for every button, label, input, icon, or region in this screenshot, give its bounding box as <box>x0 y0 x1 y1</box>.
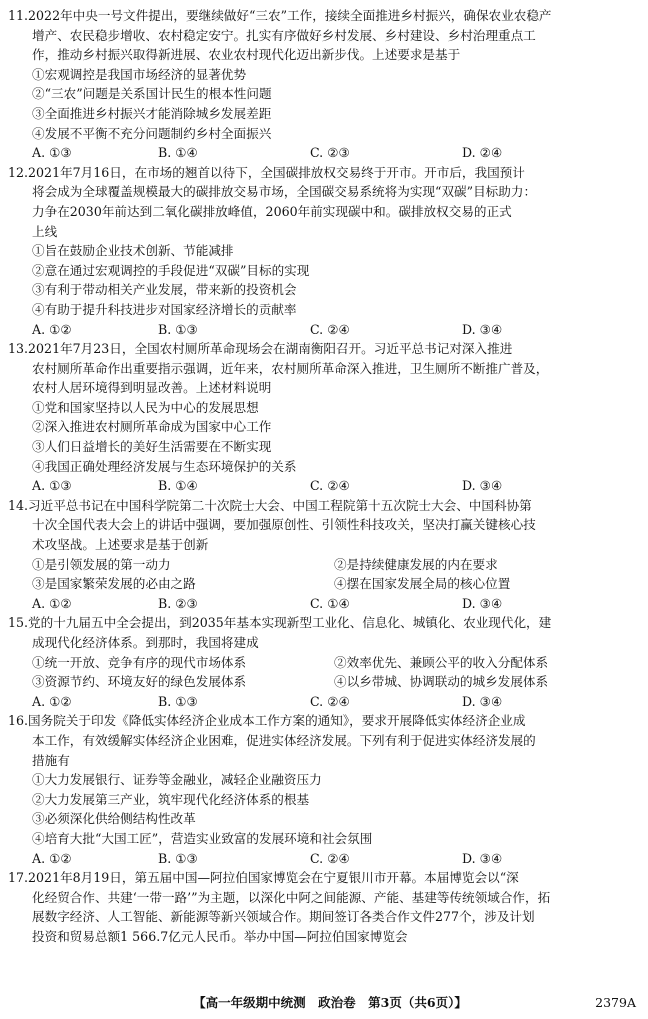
statement-option: ④我国正确处理经济发展与生态环境保护的关系 <box>32 458 297 474</box>
answer-choice: D. ③④ <box>462 850 503 866</box>
answer-choice: C. ②④ <box>310 693 350 709</box>
statement-option: ②意在通过宏观调控的手段促进“双碳”目标的实现 <box>32 262 310 278</box>
answer-choice: D. ③④ <box>462 595 503 611</box>
answer-choice: A. ①② <box>32 595 72 611</box>
question-item <box>8 613 640 711</box>
statement-option: ①党和国家坚持以人民为中心的发展思想 <box>32 399 259 415</box>
statement-option: ③是国家繁荣发展的必由之路 <box>32 576 196 592</box>
statement-option: ②深入推进农村厕所革命成为国家中心工作 <box>32 419 272 435</box>
answer-choices <box>8 692 640 712</box>
statement-option: ④发展不平衡不充分问题制约乡村全面振兴 <box>32 125 272 141</box>
statement-option: ①统一开放、竞争有序的现代市场体系 <box>32 654 247 670</box>
paper-code: 2379A <box>595 995 636 1010</box>
statement-option: ①宏观调控是我国市场经济的显著优势 <box>32 66 247 82</box>
answer-choice: B. ①③ <box>158 693 198 709</box>
answer-choice: B. ①④ <box>158 478 198 494</box>
statement-option-row <box>8 672 640 692</box>
answer-choice: B. ①④ <box>158 145 198 161</box>
question-item <box>8 163 640 339</box>
statement-option: ④以乡带城、协调联动的城乡发展体系 <box>334 674 549 690</box>
question-stem-line: 上线 <box>32 223 58 239</box>
question-stem-line: 将会成为全球覆盖规模最大的碳排放交易市场，全国碳交易系统将为实现“双碳”目标助力： <box>32 184 537 200</box>
answer-choice: B. ①③ <box>158 850 198 866</box>
question-stem-line: 成现代化经济体系。到那时，我国将建成 <box>32 635 259 650</box>
question-item <box>8 6 640 163</box>
question-item <box>8 868 640 946</box>
answer-choices <box>8 849 640 869</box>
question-stem-line: 投资和贸易总额1 566.7亿元人民币。举办中国—阿拉伯国家博览会 <box>32 928 408 944</box>
question-stem-line: 13.2021年7月23日，全国农村厕所革命现场会在湖南衡阳召开。习近平总书记对深入推进 <box>8 341 513 357</box>
statement-option: ③必须深化供给侧结构性改革 <box>32 811 196 827</box>
question-stem-line: 化经贸合作、共建‘一带一路’”为主题，以深化中阿之间能源、产能、基建等传统领域合作，拓 <box>32 889 551 905</box>
answer-choice: D. ②④ <box>462 145 503 161</box>
question-stem-line: 农村厕所革命作出重要指示强调，近年来，农村厕所革命深入推进，卫生厕所不断推广普及， <box>32 360 549 376</box>
question-item <box>8 339 640 496</box>
statement-option: ④摆在国家发展全局的核心位置 <box>334 576 511 592</box>
answer-choice: A. ①③ <box>32 478 72 494</box>
question-item <box>8 711 640 868</box>
question-stem-line: 12.2021年7月16日，在市场的翘首以待下，全国碳排放权交易终于开市。开市后，我国预计 <box>8 164 525 180</box>
question-stem-line: 17.2021年8月19日，第五届中国—阿拉伯国家博览会在宁夏银川市开幕。本届博览会以“深 <box>8 870 519 886</box>
statement-option-row <box>8 653 640 673</box>
answer-choice: C. ①④ <box>310 595 350 611</box>
answer-choices <box>8 476 640 496</box>
statement-option: ③全面推进乡村振兴才能消除城乡发展差距 <box>32 105 272 121</box>
question-stem-line: 11.2022年中央一号文件提出，要继续做好“三农”工作，接续全面推进乡村振兴，确保农业农稳产 <box>8 8 552 23</box>
question-stem-line: 十次全国代表大会上的讲话中强调，要加强原创性、引领性科技攻关，坚决打赢关键核心技 <box>32 517 536 533</box>
question-stem-line: 术攻坚战。上述要求是基于创新 <box>32 537 209 553</box>
statement-option: ③人们日益增长的美好生活需要在不断实现 <box>32 439 272 455</box>
statement-option: ①旨在鼓励企业技术创新、节能减排 <box>32 243 234 259</box>
statement-option: ②效率优先、兼顾公平的收入分配体系 <box>334 654 549 670</box>
answer-choice: B. ②③ <box>158 595 198 611</box>
statement-option-row <box>8 574 640 594</box>
statement-option: ①是引领发展的第一动力 <box>32 556 171 572</box>
statement-option: ②是持续健康发展的内在要求 <box>334 556 498 572</box>
statement-option: ④培育大批“大国工匠”，营造实业致富的发展环境和社会氛围 <box>32 830 373 846</box>
question-item <box>8 496 640 614</box>
question-stem-line: 作，推动乡村振兴取得新进展、农业农村现代化迈出新步伐。上述要求是基于 <box>32 47 461 63</box>
question-stem-line: 力争在2030年前达到二氧化碳排放峰值，2060年前实现碳中和。碳排放权交易的正式 <box>32 203 512 219</box>
answer-choice: D. ③④ <box>462 693 503 709</box>
answer-choice: A. ①② <box>32 693 72 709</box>
page-footer <box>0 992 648 1014</box>
statement-option: ②大力发展第三产业，筑牢现代化经济体系的根基 <box>32 791 310 807</box>
answer-choices <box>8 143 640 163</box>
question-stem-line: 农村人居环境得到明显改善。上述材料说明 <box>32 380 272 396</box>
answer-choice: B. ①③ <box>158 321 198 337</box>
question-stem-line: 措施有 <box>32 752 70 768</box>
answer-choice: A. ①② <box>32 321 72 337</box>
question-stem-line: 增产、农民稳步增收、农村稳定安宁。扎实有序做好乡村发展、乡村建设、乡村治理重点工 <box>32 27 536 43</box>
answer-choice: C. ②④ <box>310 321 350 337</box>
footer-title: 【高一年级期中统测 政治卷 第3页（共6页）】 <box>193 995 467 1010</box>
answer-choice: A. ①② <box>32 850 72 866</box>
question-stem-line: 本工作，有效缓解实体经济企业困难，促进实体经济发展。下列有利于促进实体经济发展的 <box>32 732 536 748</box>
statement-option-row <box>8 555 640 575</box>
statement-option: ②“三农”问题是关系国计民生的根本性问题 <box>32 86 272 102</box>
question-stem-line: 展数字经济、人工智能、新能源等新兴领域合作。期间签订各类合作文件277个，涉及计划 <box>32 909 535 925</box>
statement-option: ④有助于提升科技进步对国家经济增长的贡献率 <box>32 301 297 317</box>
statement-option: ①大力发展银行、证券等金融业，减轻企业融资压力 <box>32 772 322 788</box>
answer-choices <box>8 594 640 614</box>
answer-choice: C. ②④ <box>310 478 350 494</box>
question-stem-line: 15.党的十九届五中全会提出，到2035年基本实现新型工业化、信息化、城镇化、农业现代化，建 <box>8 615 552 631</box>
question-list <box>8 6 640 947</box>
answer-choice: D. ③④ <box>462 478 503 494</box>
statement-option: ③有利于带动相关产业发展，带来新的投资机会 <box>32 282 297 298</box>
question-stem-line: 14.习近平总书记在中国科学院第二十次院士大会、中国工程院第十五次院士大会、中国科协第 <box>8 497 532 513</box>
answer-choice: C. ②③ <box>310 145 350 161</box>
statement-option: ③资源节约、环境友好的绿色发展体系 <box>32 674 247 690</box>
answer-choices <box>8 320 640 340</box>
question-stem-line: 16.国务院关于印发《降低实体经济企业成本工作方案的通知》，要求开展降低实体经济企业成 <box>8 713 526 729</box>
answer-choice: D. ③④ <box>462 321 503 337</box>
answer-choice: C. ②④ <box>310 850 350 866</box>
answer-choice: A. ①③ <box>32 145 72 161</box>
